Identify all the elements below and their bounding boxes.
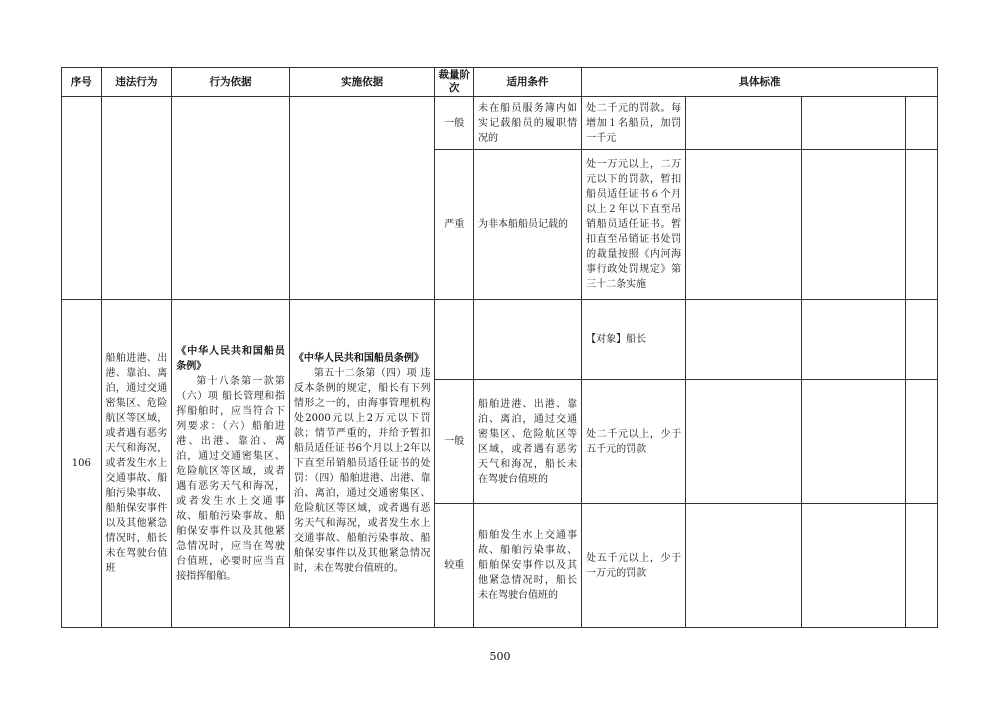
condition-cell: 船舶进港、出港、靠泊、离泊，通过交通密集区、危险航区等区域，或者遇有恶劣天气和海况，船长未在驾驶台值班的 [473, 380, 581, 504]
standard-cell: 处五千元以上，少于一万元的罚款 [582, 504, 686, 628]
level-cell: 一般 [435, 97, 473, 150]
header-impl-basis: 实施依据 [289, 68, 435, 97]
level-cell: 一般 [435, 380, 473, 504]
basis-cell [172, 300, 290, 628]
basis-title: 《中华人民共和国船员条例》 [176, 345, 285, 372]
header-level: 裁量阶次 [435, 68, 473, 97]
table-row [62, 300, 938, 380]
header-basis: 行为依据 [172, 68, 290, 97]
standard-cell: 处二千元以上，少于五千元的罚款 [582, 380, 686, 504]
impl-basis-cell [289, 300, 435, 628]
header-seq: 序号 [62, 68, 102, 97]
impl-basis-title: 《中华人民共和国船员条例》 [293, 353, 424, 364]
condition-cell: 船舶发生水上交通事故、船舶污染事故、船舶保安事件以及其他紧急情况时，船长未在驾驶台值班的 [473, 504, 581, 628]
basis-text: 第十八条第一款第（六）项 船长管理和指挥船舶时，应当符合下列要求：（六）船舶进港、出港、靠泊、离泊，通过交通密集区、危险航区等区域，或者遇有恶劣天气和海况，或者发生水上交通事故、船舶污染事故、船舶保安事件以及其他紧急情况时，应当在驾驶台值班，必要时应当直接指挥船舶。 [176, 375, 285, 582]
table-row [62, 97, 938, 150]
object-cell: 【对象】船长 [582, 300, 686, 380]
condition-cell: 未在船员服务簿内如实记载船员的履职情况的 [473, 97, 581, 150]
header-conditions: 适用条件 [473, 68, 581, 97]
condition-cell: 为非本船船员记载的 [473, 150, 581, 300]
violation-cell: 船舶进港、出港、靠泊、离泊，通过交通密集区、危险航区等区域，或者遇有恶劣天气和海况，或者发生水上交通事故、船舶污染事故、船舶保安事件以及其他紧急情况时，船长未在驾驶台值班 [101, 300, 172, 628]
penalty-standards-table [61, 67, 938, 628]
page-number: 500 [489, 650, 511, 663]
level-cell: 严重 [435, 150, 473, 300]
table-header-row [62, 68, 938, 97]
header-violation: 违法行为 [101, 68, 172, 97]
header-standard: 具体标准 [582, 68, 938, 97]
seq-cell: 106 [62, 300, 102, 628]
impl-basis-text: 第五十二条第（四）项 违反本条例的规定，船长有下列情形之一的，由海事管理机构处2000元以上2万元以下罚款；情节严重的，并给予暂扣船员适任证书6个月以上2年以下直至吊销船员适任证书的处罚：（四）船舶进港、出港、靠泊、离泊，通过交通密集区、危险航区等区域，或者遇有恶劣天气和海况，或者发生水上交通事故、船舶污染事故、船舶保安事件以及其他紧急情况时，未在驾驶台值班的。 [293, 368, 431, 574]
standard-cell: 处二千元的罚款。每增加１名船员，加罚一千元 [582, 97, 686, 150]
level-cell: 较重 [435, 504, 473, 628]
standard-cell: 处一万元以上，二万元以下的罚款，暂扣船员适任证书６个月以上２年以下直至吊销船员适任证书。暂扣直至吊销证书处罚的裁量按照《内河海事行政处罚规定》第三十二条实施 [582, 150, 686, 300]
